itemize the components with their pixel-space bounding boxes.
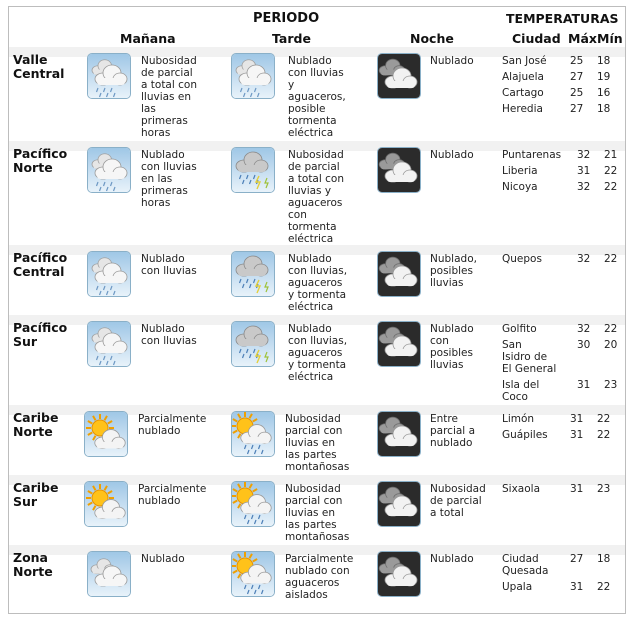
temp-min: 22: [604, 165, 618, 177]
night-cloud-icon: [377, 551, 421, 597]
temp-max: 31: [577, 165, 591, 177]
cloud-rain-light-icon: [87, 53, 131, 99]
tarde-forecast-text: [288, 323, 347, 383]
forecast-text-line: primeras: [141, 115, 188, 127]
region-name-line: Caribe: [13, 480, 59, 495]
forecast-text-line: parcial con: [285, 425, 343, 437]
forecast-text-line: horas: [141, 127, 171, 139]
city-name-line: Liberia: [502, 165, 538, 177]
manana-forecast-text: [141, 253, 197, 277]
forecast-text-line: tormenta: [288, 221, 337, 233]
night-cloud-icon: [377, 251, 421, 297]
city-name: [502, 253, 542, 265]
noche-heading: Noche: [410, 31, 454, 46]
temp-max: 27: [570, 103, 584, 115]
forecast-text-line: eléctrica: [288, 233, 334, 245]
city-name-line: Ciudad: [502, 553, 539, 565]
forecast-text-line: a total con: [141, 79, 197, 91]
forecast-text-line: montañosas: [285, 461, 350, 473]
sun-cloud-icon: [84, 481, 128, 527]
sun-cloud-rain-icon: [231, 551, 275, 597]
forecast-text-line: en las: [141, 173, 173, 185]
region-name-line: Central: [13, 66, 65, 81]
forecast-text-line: Nublado: [288, 55, 332, 67]
region-name-pacifico-sur: [13, 321, 67, 349]
temp-max: 32: [577, 323, 591, 335]
temp-max: 27: [570, 71, 584, 83]
noche-forecast-text: [430, 253, 477, 289]
forecast-text-line: las partes: [285, 519, 337, 531]
forecast-text-line: nublado con: [285, 565, 350, 577]
city-name-line: Upala: [502, 581, 533, 593]
manana-forecast-text: [141, 323, 197, 347]
forecast-text-line: aguaceros: [288, 277, 343, 289]
temp-max: 31: [570, 581, 584, 593]
night-cloud-icon: [377, 147, 421, 193]
forecast-text-line: aguaceros: [285, 577, 340, 589]
temp-min: 16: [597, 87, 611, 99]
temp-max: 25: [570, 55, 584, 67]
temp-max: 25: [570, 87, 584, 99]
forecast-text-line: a total: [430, 507, 464, 519]
temp-min: 19: [597, 71, 611, 83]
temp-min: 22: [604, 253, 618, 265]
city-name: [502, 483, 540, 495]
forecast-text-line: Nublado,: [430, 253, 477, 265]
forecast-text-line: y tormenta: [288, 359, 347, 371]
city-name: [502, 553, 548, 577]
cloud-rain-light-icon: [87, 147, 131, 193]
noche-forecast-text: [430, 149, 474, 161]
region-name-line: Pacífico: [13, 146, 68, 161]
forecast-text-line: parcial a: [430, 425, 475, 437]
forecast-text-line: lluvias en: [285, 437, 335, 449]
cloud-rain-light-icon: [87, 251, 131, 297]
forecast-text-line: de parcial: [141, 67, 193, 79]
city-name: [502, 103, 543, 115]
night-cloud-icon: [377, 481, 421, 527]
region-name-zona-norte: [13, 551, 53, 579]
city-name: [502, 339, 556, 375]
manana-heading: Mañana: [120, 31, 176, 46]
forecast-text-line: nublado: [430, 437, 473, 449]
manana-forecast-text: [138, 483, 206, 507]
city-name-line: Heredia: [502, 103, 543, 115]
forecast-table: [8, 6, 626, 614]
temp-max: 32: [577, 149, 591, 161]
temp-min: 20: [604, 339, 618, 351]
forecast-text-line: con lluvias,: [288, 335, 348, 347]
night-cloud-icon: [377, 53, 421, 99]
temp-max: 31: [577, 379, 591, 391]
forecast-text-line: Nublado: [141, 553, 185, 565]
city-name-line: Isidro de: [502, 351, 548, 363]
forecast-text-line: primeras: [141, 185, 188, 197]
forecast-text-line: con: [430, 335, 449, 347]
forecast-text-line: con lluvias: [141, 161, 197, 173]
temp-max: 27: [570, 553, 584, 565]
region-name-line: Zona: [13, 550, 48, 565]
forecast-text-line: Nublado: [288, 253, 332, 265]
city-name: [502, 429, 548, 441]
forecast-text-line: y tormenta: [288, 289, 347, 301]
noche-forecast-text: [430, 55, 474, 67]
temperaturas-heading: TEMPERATURAS: [506, 11, 619, 26]
city-name-line: Cartago: [502, 87, 544, 99]
forecast-text-line: aguaceros: [288, 347, 343, 359]
forecast-text-line: lluvias en: [285, 507, 335, 519]
region-name-valle-central: [13, 53, 64, 81]
city-name-line: Nicoya: [502, 181, 538, 193]
city-name-line: Limón: [502, 413, 535, 425]
city-name: [502, 149, 561, 161]
region-name-line: Norte: [13, 160, 53, 175]
forecast-text-line: con lluvias,: [288, 265, 348, 277]
max-heading: Máx: [568, 31, 597, 46]
night-cloud-icon: [377, 411, 421, 457]
forecast-text-line: Nublado: [430, 149, 474, 161]
temp-min: 18: [597, 103, 611, 115]
temp-min: 22: [604, 323, 618, 335]
forecast-text-line: eléctrica: [288, 127, 334, 139]
city-name: [502, 181, 538, 193]
tarde-forecast-text: [285, 553, 353, 601]
forecast-text-line: nublado: [138, 425, 181, 437]
temp-max: 31: [570, 413, 584, 425]
tarde-forecast-text: [288, 253, 347, 313]
city-name-line: Isla del: [502, 379, 540, 391]
temp-max: 31: [570, 483, 584, 495]
cloud-rain-light-icon: [87, 321, 131, 367]
noche-forecast-text: [430, 553, 474, 565]
region-name-line: Norte: [13, 424, 53, 439]
temp-min: 23: [597, 483, 611, 495]
forecast-text-line: Nublado: [430, 323, 474, 335]
forecast-text-line: Nublado: [430, 55, 474, 67]
storm-cloud-icon: [231, 251, 275, 297]
forecast-text-line: lluvias: [430, 359, 464, 371]
forecast-text-line: parcial con: [285, 495, 343, 507]
forecast-text-line: posibles: [430, 347, 473, 359]
region-name-caribe-norte: [13, 411, 58, 439]
city-name: [502, 581, 532, 593]
forecast-text-line: aguaceros,: [288, 91, 346, 103]
city-name: [502, 87, 544, 99]
forecast-text-line: Parcialmente: [138, 413, 207, 425]
manana-forecast-text: [141, 553, 185, 565]
forecast-text-line: Parcialmente: [138, 483, 207, 495]
city-name-line: San: [502, 339, 522, 351]
periodo-heading: PERIODO: [253, 11, 320, 26]
forecast-text-line: Nublado: [430, 553, 474, 565]
ciudad-heading: Ciudad: [512, 31, 561, 46]
temp-min: 22: [597, 413, 611, 425]
manana-forecast-text: [141, 55, 197, 139]
city-name: [502, 55, 547, 67]
temp-min: 18: [597, 55, 611, 67]
temp-max: 32: [577, 253, 591, 265]
noche-forecast-text: [430, 323, 474, 371]
region-name-line: Central: [13, 264, 65, 279]
sun-cloud-rain-icon: [231, 481, 275, 527]
tarde-forecast-text: [285, 483, 349, 543]
region-name-line: Sur: [13, 494, 38, 509]
forecast-text-line: aislados: [285, 589, 328, 601]
sun-cloud-rain-icon: [231, 411, 275, 457]
forecast-text-line: y: [288, 79, 295, 91]
forecast-text-line: Nubosidad: [285, 413, 341, 425]
region-name-pacifico-central: [13, 251, 67, 279]
forecast-text-line: Nubosidad: [285, 483, 341, 495]
forecast-text-line: de parcial: [430, 495, 482, 507]
city-name-line: San José: [502, 55, 547, 67]
forecast-text-line: aguaceros: [288, 197, 343, 209]
forecast-text-line: con: [288, 209, 307, 221]
storm-cloud-icon: [231, 147, 275, 193]
forecast-text-line: posible: [288, 103, 326, 115]
city-name-line: El General: [502, 363, 557, 375]
region-name-line: Valle: [13, 52, 48, 67]
storm-cloud-icon: [231, 321, 275, 367]
temp-max: 32: [577, 181, 591, 193]
forecast-text-line: a total con: [288, 173, 344, 185]
forecast-text-line: con lluvias: [141, 335, 197, 347]
city-name-line: Golfito: [502, 323, 537, 335]
city-name: [502, 71, 544, 83]
forecast-text-line: las: [141, 103, 156, 115]
forecast-text-line: eléctrica: [288, 371, 334, 383]
city-name: [502, 323, 537, 335]
forecast-text-line: Nubosidad: [430, 483, 486, 495]
tarde-heading: Tarde: [272, 31, 311, 46]
temp-min: 22: [604, 181, 618, 193]
city-name-line: Quesada: [502, 565, 549, 577]
forecast-text-line: Parcialmente: [285, 553, 354, 565]
temp-min: 22: [597, 581, 611, 593]
temp-max: 31: [570, 429, 584, 441]
region-name-line: Pacífico: [13, 320, 68, 335]
city-name-line: Sixaola: [502, 483, 541, 495]
forecast-text-line: eléctrica: [288, 301, 334, 313]
region-name-caribe-sur: [13, 481, 58, 509]
forecast-text-line: con lluvias: [141, 265, 197, 277]
forecast-text-line: lluvias y: [288, 185, 332, 197]
region-name-line: Caribe: [13, 410, 59, 425]
forecast-text-line: horas: [141, 197, 171, 209]
forecast-text-line: lluvias: [430, 277, 464, 289]
manana-forecast-text: [138, 413, 206, 437]
city-name-line: Quepos: [502, 253, 542, 265]
temp-min: 22: [597, 429, 611, 441]
forecast-text-line: Nubosidad: [141, 55, 197, 67]
tarde-forecast-text: [288, 55, 346, 139]
city-name-line: Guápiles: [502, 429, 548, 441]
forecast-text-line: lluvias en: [141, 91, 191, 103]
forecast-text-line: nublado: [138, 495, 181, 507]
sun-cloud-icon: [84, 411, 128, 457]
temp-min: 21: [604, 149, 618, 161]
temp-max: 30: [577, 339, 591, 351]
tarde-forecast-text: [288, 149, 344, 245]
noche-forecast-text: [430, 413, 475, 449]
forecast-text-line: tormenta: [288, 115, 337, 127]
city-name: [502, 413, 534, 425]
cloud-icon: [87, 551, 131, 597]
city-name-line: Coco: [502, 391, 528, 403]
tarde-forecast-text: [285, 413, 349, 473]
temp-min: 23: [604, 379, 618, 391]
noche-forecast-text: [430, 483, 486, 519]
forecast-text-line: Nublado: [288, 323, 332, 335]
city-name: [502, 165, 538, 177]
forecast-text-line: Nublado: [141, 253, 185, 265]
night-cloud-icon: [377, 321, 421, 367]
cloud-rain-light-icon: [231, 53, 275, 99]
forecast-text-line: posibles: [430, 265, 473, 277]
city-name-line: Alajuela: [502, 71, 544, 83]
forecast-text-line: Nublado: [141, 149, 185, 161]
forecast-text-line: Nublado: [141, 323, 185, 335]
region-name-line: Sur: [13, 334, 38, 349]
temp-min: 18: [597, 553, 611, 565]
forecast-text-line: las partes: [285, 449, 337, 461]
region-name-line: Pacífico: [13, 250, 68, 265]
city-name: [502, 379, 539, 403]
forecast-text-line: montañosas: [285, 531, 350, 543]
forecast-text-line: de parcial: [288, 161, 340, 173]
region-name-pacifico-norte: [13, 147, 67, 175]
forecast-text-line: con lluvias: [288, 67, 344, 79]
city-name-line: Puntarenas: [502, 149, 562, 161]
forecast-text-line: Nubosidad: [288, 149, 344, 161]
manana-forecast-text: [141, 149, 197, 209]
min-heading: Mín: [597, 31, 623, 46]
region-name-line: Norte: [13, 564, 53, 579]
forecast-text-line: Entre: [430, 413, 458, 425]
